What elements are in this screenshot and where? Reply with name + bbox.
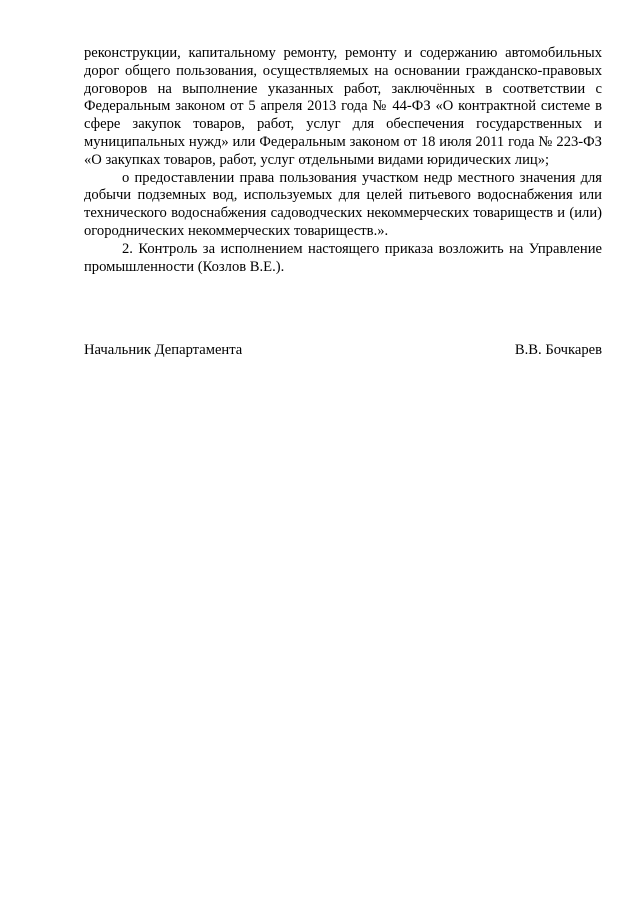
document-body [84, 45, 602, 276]
paragraph-continuation: реконструкции, капитальному ремонту, ремонту и содержанию автомобильных дорог общего пользования, осуществляемых на основании гражданско-правовых договоров на выполнение указанных работ, заключённых в соответствии с Федеральным законом от 5 апреля 2013 года № 44-ФЗ «О контрактной системе в сфере закупок товаров, работ, услуг для обеспечения государственных и муниципальных нужд» или Федеральным законом от 18 июля 2011 года № 223-ФЗ «О закупках товаров, работ, услуг отдельными видами юридических лиц»; [84, 45, 602, 168]
signature-block [84, 342, 602, 360]
signatory-name: В.В. Бочкарев [514, 342, 602, 358]
paragraph-control-clause: 2. Контроль за исполнением настоящего приказа возложить на Управление промышленности (Козлов В.Е.). [84, 240, 602, 275]
signatory-position: Начальник Департамента [84, 342, 243, 358]
paragraph-subsoil-rights: о предоставлении права пользования участком недр местного значения для добычи подземных вод, используемых для целей питьевого водоснабжения или технического водоснабжения садоводческих некоммерческих товариществ и (или) огороднических некоммерческих товариществ.». [84, 169, 602, 239]
